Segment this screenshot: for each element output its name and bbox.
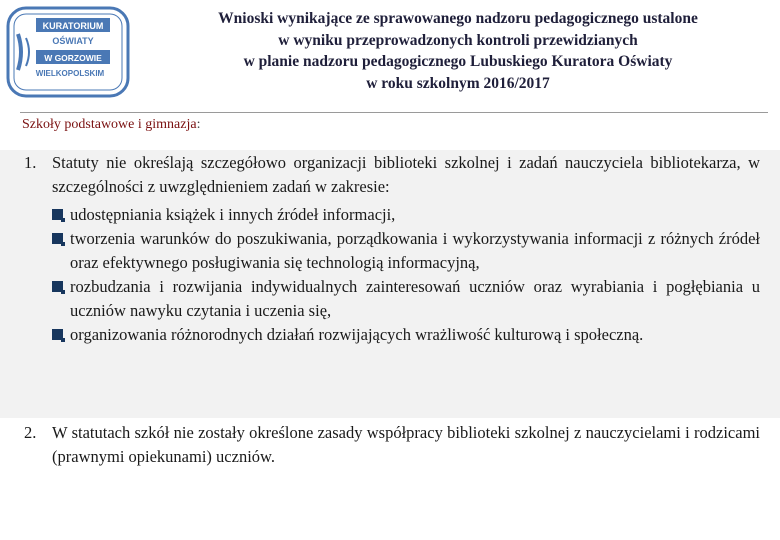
logo-line-1: KURATORIUM <box>42 21 104 31</box>
square-bullet-icon <box>52 281 63 292</box>
bullet-text: rozbudzania i rozwijania indywidualnych zainteresowań uczniów oraz wyrabiania i pogłębiania u uczniów nawyku czytania i uczenia się, <box>70 277 760 320</box>
list-item-text: W statutach szkół nie zostały określone zasady współpracy biblioteki szkolnej z nauczycielami i rodzicami (prawnymi opiekunami) uczniów. <box>52 423 760 466</box>
bullet-item-3 <box>52 275 760 323</box>
logo-line-4: WIELKOPOLSKIM <box>35 69 105 78</box>
square-bullet-icon <box>52 209 63 220</box>
bullet-text: organizowania różnorodnych działań rozwijających wrażliwość kulturową i społeczną. <box>70 325 644 344</box>
section-subtitle <box>22 117 200 133</box>
bullet-list <box>52 203 760 347</box>
section-subtitle-colon: : <box>196 117 201 132</box>
bullet-text: tworzenia warunków do poszukiwania, porządkowania i wykorzystywania informacji z różnych źródeł oraz efektywnego posługiwania się technologią informacyjną, <box>70 229 760 272</box>
list-item-number: 2. <box>24 423 37 442</box>
header-line-3: w planie nadzoru pedagogicznego Lubuskiego Kuratora Oświaty <box>243 53 673 70</box>
list-item-number: 1. <box>24 153 37 172</box>
list-item-2 <box>24 421 760 469</box>
bullet-item-2 <box>52 227 760 275</box>
logo-line-3: W GORZOWIE <box>44 53 102 63</box>
bullet-text: udostępniania książek i innych źródeł informacji, <box>70 205 396 224</box>
kuratorium-logo <box>6 6 130 98</box>
list-item-1 <box>24 151 760 199</box>
header-divider <box>20 112 768 113</box>
section-subtitle-text: Szkoły podstawowe i gimnazja <box>22 117 197 132</box>
square-bullet-icon <box>52 233 63 244</box>
header-line-2: w wyniku przeprowadzonych kontroli przewidzianych <box>278 31 638 49</box>
bullet-item-4 <box>52 323 760 347</box>
header-line-4: w roku szkolnym 2016/2017 <box>366 74 550 92</box>
logo-line-2: OŚWIATY <box>52 36 94 46</box>
list-item-text: Statuty nie określają szczegółowo organizacji biblioteki szkolnej i zadań nauczyciela bibliotekarza, w szczególności z uwzględnieniem zadań w zakresie: <box>52 153 760 196</box>
square-bullet-icon <box>52 329 63 340</box>
page-header <box>150 8 766 94</box>
bullet-item-1 <box>52 203 760 227</box>
header-line-1: Wnioski wynikające ze sprawowanego nadzoru pedagogicznego ustalone <box>218 10 698 27</box>
